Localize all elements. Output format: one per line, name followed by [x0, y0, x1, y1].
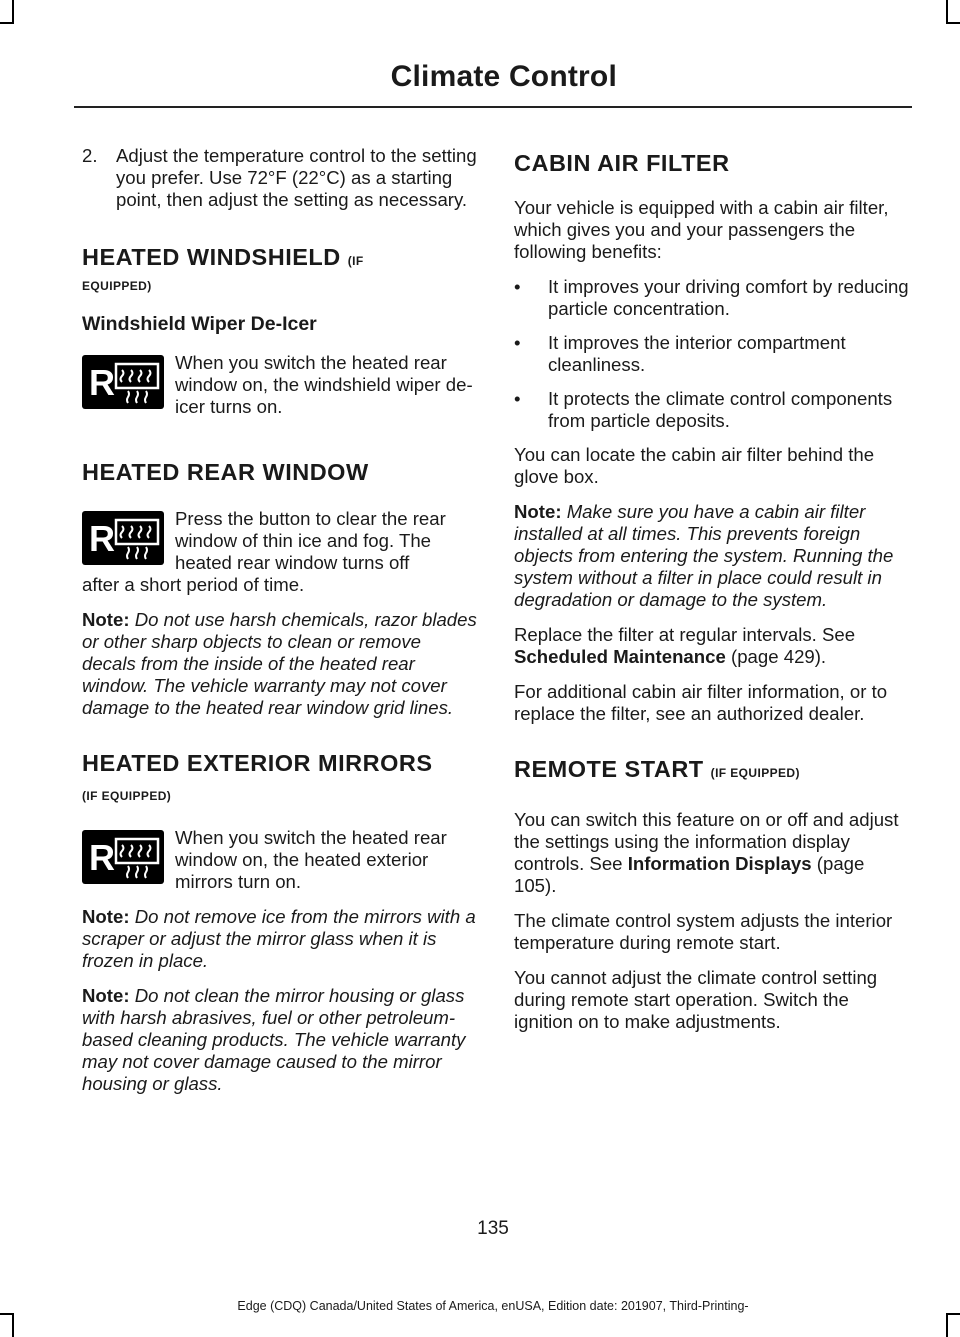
note-label: Note:	[514, 501, 562, 522]
step-text: Adjust the temperature control to the setting you prefer. Use 72°F (22°C) as a starting point, then adjust the setting as necessary.	[116, 145, 477, 210]
page-reference: (page 429).	[731, 646, 827, 667]
bullet-text: It protects the climate control components from particle deposits.	[548, 388, 893, 431]
rear-defrost-icon	[82, 830, 164, 884]
cabin-filter-locate: You can locate the cabin air filter behind the glove box.	[514, 444, 875, 487]
page-reference: (page 105).	[514, 853, 865, 896]
cabin-filter-additional: For additional cabin air filter information, or to replace the filter, see an authorized dealer.	[514, 681, 888, 724]
right-column	[514, 145, 910, 1046]
note-label: Note:	[82, 985, 130, 1006]
left-column	[82, 145, 477, 1108]
header-rule	[74, 106, 912, 108]
note-text: Do not use harsh chemicals, razor blades or other sharp objects to clean or remove decals from the inside of the heated rear window. The vehicle warranty may not cover damage to the heated rear window grid lines.	[82, 609, 477, 718]
heading-text: HEATED WINDSHIELD	[82, 244, 341, 270]
note-label: Note:	[82, 609, 130, 630]
heading-qualifier-cont: EQUIPPED)	[82, 279, 152, 293]
bullet: •	[514, 276, 521, 297]
crop-mark	[946, 1315, 948, 1337]
bullet-text: It improves the interior compartment cleanliness.	[548, 332, 846, 375]
mirrors-note-2	[82, 985, 477, 1095]
heading-qualifier: (IF	[347, 254, 364, 268]
step-2	[82, 145, 477, 211]
heated-windshield-heading	[82, 243, 477, 275]
crop-mark	[0, 1313, 14, 1315]
rear-window-body: Press the button to clear the rear window of thin ice and fog. The heated rear window turns off	[175, 508, 446, 573]
list-item	[514, 388, 910, 432]
cabin-filter-replace	[514, 624, 910, 668]
svg-text:R: R	[89, 362, 115, 403]
note-label: Note:	[82, 906, 130, 927]
bullet: •	[514, 332, 521, 353]
note-text: Do not remove ice from the mirrors with a scraper or adjust the mirror glass when it is frozen in place.	[82, 906, 476, 971]
bullet-text: It improves your driving comfort by reducing particle concentration.	[548, 276, 909, 319]
remote-start-p1	[514, 809, 910, 897]
wiper-deicer-subheading: Windshield Wiper De-Icer	[82, 313, 317, 335]
heated-mirrors-heading: HEATED EXTERIOR MIRRORS	[82, 750, 433, 776]
crop-mark	[946, 1313, 960, 1315]
wiper-deicer-block	[82, 352, 477, 418]
list-item	[514, 332, 910, 376]
crop-mark	[946, 22, 960, 24]
scheduled-maintenance-link[interactable]: Scheduled Maintenance	[514, 646, 726, 667]
crop-mark	[946, 0, 948, 22]
information-displays-link[interactable]: Information Displays	[627, 853, 812, 874]
remote-start-text: You can switch this feature on or off and adjust the settings using the information display controls. See	[514, 809, 899, 874]
rear-defrost-icon	[82, 355, 164, 409]
rear-window-body-cont: after a short period of time.	[82, 574, 305, 595]
remote-start-heading	[514, 755, 910, 787]
svg-text:R: R	[89, 837, 115, 878]
step-number: 2.	[82, 145, 98, 166]
cabin-filter-benefits	[514, 276, 910, 432]
cabin-air-filter-heading: CABIN AIR FILTER	[514, 150, 730, 176]
page-footer: Edge (CDQ) Canada/United States of America, enUSA, Edition date: 201907, Third-Printing-	[237, 1299, 749, 1313]
rear-window-block	[82, 508, 477, 574]
page-header-title: Climate Control	[390, 60, 617, 93]
mirrors-body: When you switch the heated rear window on, the heated exterior mirrors turn on.	[175, 827, 447, 892]
rear-window-note	[82, 609, 477, 719]
note-text: Make sure you have a cabin air filter installed at all times. This prevents foreign objects from entering the system. Running the system without a filter in place could result in degradation or damage to the system.	[514, 501, 894, 610]
page-number: 135	[477, 1218, 509, 1239]
heading-qualifier: (IF EQUIPPED)	[82, 789, 172, 803]
rear-defrost-icon	[82, 511, 164, 565]
note-text: Do not clean the mirror housing or glass with harsh abrasives, fuel or other petroleum-based cleaning products. The vehicle warranty may not cover damage caused to the mirror housing or glass.	[82, 985, 466, 1094]
heading-text: REMOTE START	[514, 756, 704, 782]
mirrors-block	[82, 827, 477, 893]
crop-mark	[0, 22, 14, 24]
heated-rear-window-heading: HEATED REAR WINDOW	[82, 459, 369, 485]
heading-qualifier: (IF EQUIPPED)	[710, 766, 800, 780]
remote-start-p3: You cannot adjust the climate control setting during remote start operation. Switch the ignition on to make adjustments.	[514, 967, 878, 1032]
cabin-filter-intro: Your vehicle is equipped with a cabin air filter, which gives you and your passengers the following benefits:	[514, 197, 889, 262]
crop-mark	[12, 1315, 14, 1337]
remote-start-p2: The climate control system adjusts the interior temperature during remote start.	[514, 910, 893, 953]
crop-mark	[12, 0, 14, 22]
bullet: •	[514, 388, 521, 409]
svg-text:R: R	[89, 518, 115, 559]
cabin-filter-note	[514, 501, 910, 611]
replace-text: Replace the filter at regular intervals. See	[514, 624, 856, 645]
list-item	[514, 276, 910, 320]
wiper-deicer-body: When you switch the heated rear window on, the windshield wiper de-icer turns on.	[175, 352, 473, 417]
mirrors-note-1	[82, 906, 477, 972]
